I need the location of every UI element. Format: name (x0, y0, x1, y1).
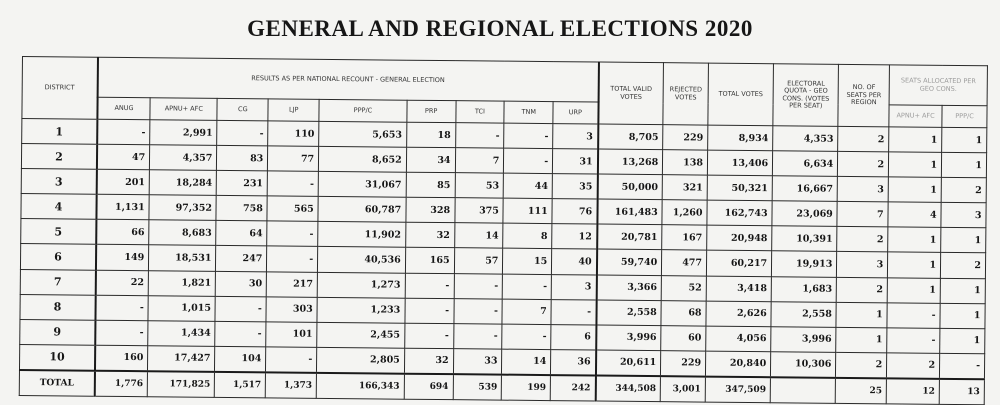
apnu-seats-cell: 1 (889, 152, 942, 178)
total-votes-cell: 4,056 (706, 326, 771, 352)
district-cell: 4 (21, 194, 97, 220)
total-valid-cell: 3,366 (596, 275, 661, 301)
total-party-votes: 1,776 (95, 370, 148, 397)
seats-header: NO. OF SEATS PER REGION (838, 64, 889, 126)
total-votes-cell: 8,934 (708, 125, 773, 151)
party-votes-cell: - (455, 123, 504, 149)
total-party-votes: 199 (502, 374, 551, 400)
quota-header: ELECTORAL QUOTA - GEO CONS. (VOTES PER SEAT) (773, 64, 839, 127)
ppp-seats-cell: 1 (941, 152, 986, 178)
party-votes-cell: 35 (552, 174, 597, 200)
quota-cell: 10,306 (771, 352, 836, 378)
party-votes-cell: 83 (217, 145, 268, 171)
party-votes-cell: 165 (405, 248, 454, 274)
apnu-seats-cell: 1 (887, 277, 940, 303)
quota-cell: 4,353 (773, 126, 838, 152)
district-cell: 6 (20, 244, 96, 270)
ppp-seats-cell: 1 (940, 303, 985, 329)
party-votes-cell: 31,067 (318, 172, 406, 198)
total-rejected-votes: 3,001 (660, 376, 705, 402)
party-votes-cell: - (267, 246, 318, 272)
party-votes-cell: 303 (266, 297, 317, 323)
party-votes-cell: 8 (503, 224, 552, 250)
apnu-seats-cell: 1 (889, 127, 942, 153)
quota-cell: 2,558 (771, 301, 836, 327)
party-votes-cell: - (217, 120, 268, 146)
total-valid-cell: 2,558 (596, 300, 661, 326)
party-votes-cell: - (453, 323, 502, 349)
party-votes-cell: 36 (551, 349, 596, 375)
quota-cell: 23,069 (772, 201, 837, 227)
party-votes-cell: 201 (96, 169, 149, 195)
party-votes-cell: 4,357 (150, 145, 217, 171)
seats-cell: 1 (836, 302, 887, 328)
party-votes-cell: 565 (267, 196, 318, 222)
party-votes-cell: 34 (406, 147, 455, 173)
party-votes-cell: 247 (216, 246, 267, 272)
total-quota (770, 377, 835, 404)
party-votes-cell: - (504, 123, 553, 149)
seats-cell: 1 (836, 327, 887, 353)
party-votes-cell: 5,653 (319, 121, 407, 147)
party-votes-cell: 11,902 (318, 222, 406, 248)
rejected-cell: 1,260 (662, 200, 707, 226)
party-votes-cell: - (504, 148, 553, 174)
party-header: TCI (455, 101, 504, 123)
party-votes-cell: - (405, 273, 454, 299)
apnu-seats-cell: 1 (888, 252, 941, 278)
total-party-votes: 1,517 (215, 371, 266, 397)
total-votes-header: TOTAL VOTES (708, 63, 774, 126)
total-votes-cell: 20,840 (705, 351, 770, 377)
party-votes-cell: - (266, 347, 317, 373)
party-votes-cell: 1,131 (96, 195, 149, 221)
district-cell: 1 (22, 119, 98, 145)
apnu-seats-cell: 4 (888, 202, 941, 228)
party-header: ANUG (97, 97, 150, 120)
party-votes-cell: 14 (502, 349, 551, 375)
total-party-votes: 171,825 (147, 371, 214, 398)
party-votes-cell: 160 (95, 345, 148, 371)
total-valid-cell: 161,483 (597, 199, 662, 225)
quota-cell: 1,683 (771, 276, 836, 302)
seats-cell: 2 (836, 277, 887, 303)
party-votes-cell: 97,352 (149, 195, 216, 221)
party-votes-cell: 2,991 (150, 120, 217, 146)
party-votes-cell: 758 (216, 196, 267, 222)
party-votes-cell: - (405, 298, 454, 324)
total-valid-cell: 3,996 (596, 325, 661, 351)
rejected-cell: 321 (662, 175, 707, 201)
party-votes-cell: 328 (406, 197, 455, 223)
apnu-seats-cell: - (887, 302, 940, 328)
party-votes-cell: - (404, 323, 453, 349)
party-votes-cell: 31 (553, 149, 598, 175)
party-header: LJP (268, 99, 319, 121)
party-votes-cell: 1,273 (317, 272, 405, 298)
district-rows (19, 119, 986, 379)
seats-cell: 2 (836, 352, 887, 378)
party-header: URP (553, 102, 598, 124)
total-party-votes: 539 (453, 374, 502, 400)
party-votes-cell: 149 (96, 245, 149, 271)
total-valid-header: TOTAL VALID VOTES (598, 62, 664, 125)
party-votes-cell: 60,787 (318, 197, 406, 223)
seats-cell: 7 (837, 202, 888, 228)
party-votes-cell: - (267, 171, 318, 197)
rejected-cell: 60 (661, 325, 706, 351)
party-votes-cell: 375 (454, 198, 503, 224)
party-votes-cell: 18,284 (149, 170, 216, 196)
party-votes-cell: 1,434 (148, 320, 215, 346)
rejected-cell: 68 (661, 300, 706, 326)
quota-cell: 19,913 (772, 251, 837, 277)
ppp-seats-cell: 3 (941, 203, 986, 229)
party-votes-cell: 6 (551, 324, 596, 350)
party-votes-cell: 30 (216, 271, 267, 297)
party-header: TNM (504, 101, 553, 123)
quota-cell: 10,391 (772, 226, 837, 252)
party-votes-cell: 47 (97, 144, 150, 170)
party-votes-cell: 66 (96, 220, 149, 246)
total-valid-cell: 20,611 (596, 350, 661, 376)
seats-cell: 2 (838, 151, 889, 177)
total-votes-cell: 162,743 (707, 200, 772, 226)
total-valid-cell: 20,781 (597, 224, 662, 250)
rejected-cell: 229 (663, 125, 708, 151)
party-votes-cell: 110 (268, 121, 319, 147)
alloc-header: SEATS ALLOCATED PER GEO CONS. (889, 65, 987, 106)
total-votes: 347,509 (705, 376, 770, 403)
ppp-seats-cell: - (940, 353, 985, 379)
party-votes-cell: - (502, 324, 551, 350)
total-votes-cell: 50,321 (707, 175, 772, 201)
party-votes-cell: 22 (96, 270, 149, 296)
total-votes-cell: 13,406 (707, 150, 772, 176)
ppp-seats-cell: 1 (941, 228, 986, 254)
party-votes-cell: 53 (455, 173, 504, 199)
district-cell: 7 (20, 269, 96, 295)
district-cell: 3 (21, 169, 97, 195)
total-valid-cell: 13,268 (597, 149, 662, 175)
apnu-seats-cell: - (887, 328, 940, 354)
party-votes-cell: 217 (266, 271, 317, 297)
party-votes-cell: - (503, 274, 552, 300)
district-cell: 2 (21, 144, 97, 170)
ppp-seats-cell: 2 (941, 253, 986, 279)
party-header: PPP/C (319, 99, 407, 122)
party-votes-cell: 32 (405, 223, 454, 249)
party-votes-cell: - (454, 298, 503, 324)
party-votes-cell: 104 (215, 346, 266, 372)
quota-cell: 6,634 (773, 151, 838, 177)
district-cell: 5 (21, 219, 97, 245)
total-apnu-seats: 12 (886, 378, 939, 405)
party-votes-cell: - (215, 296, 266, 322)
total-votes-cell: 60,217 (706, 251, 771, 277)
party-votes-cell: 231 (217, 171, 268, 197)
party-votes-cell: 14 (454, 223, 503, 249)
party-votes-cell: - (215, 321, 266, 347)
alloc-ppp-header: PPP/C (942, 105, 987, 127)
rejected-cell: 167 (662, 225, 707, 251)
recount-header: RESULTS AS PER NATIONAL RECOUNT - GENERAL ELECTION (97, 57, 598, 102)
party-votes-cell: 2,805 (317, 347, 405, 373)
party-votes-cell: - (454, 273, 503, 299)
party-votes-cell: 7 (502, 299, 551, 325)
total-votes-cell: 3,418 (706, 276, 771, 302)
quota-cell: 16,667 (772, 176, 837, 202)
district-cell: 9 (20, 319, 96, 345)
party-votes-cell: 85 (406, 172, 455, 198)
election-results-table (19, 56, 988, 405)
total-seats: 25 (836, 377, 887, 403)
rejected-cell: 138 (663, 150, 708, 176)
party-votes-cell: 33 (453, 348, 502, 374)
ppp-seats-cell: 1 (942, 127, 987, 153)
rejected-cell: 229 (661, 350, 706, 376)
district-cell: 10 (19, 344, 95, 370)
party-votes-cell: 3 (551, 274, 596, 300)
party-votes-cell: 7 (455, 148, 504, 174)
party-votes-cell: 2,455 (317, 322, 405, 348)
party-votes-cell: 111 (503, 198, 552, 224)
total-party-votes: 242 (550, 375, 595, 401)
seats-cell: 3 (837, 252, 888, 278)
rejected-header: REJECTED VOTES (663, 63, 708, 125)
party-votes-cell: 64 (216, 221, 267, 247)
party-votes-cell: 77 (268, 146, 319, 172)
party-votes-cell: 101 (266, 322, 317, 348)
quota-cell: 3,996 (771, 326, 836, 352)
party-votes-cell: - (551, 299, 596, 325)
total-votes-cell: 2,626 (706, 301, 771, 327)
party-votes-cell: 44 (504, 173, 553, 199)
rejected-cell: 52 (661, 275, 706, 301)
party-votes-cell: 1,821 (148, 270, 215, 296)
party-votes-cell: - (95, 295, 148, 321)
party-votes-cell: - (267, 221, 318, 247)
total-ppp-seats: 13 (939, 378, 984, 404)
total-label: TOTAL (19, 369, 95, 396)
total-party-votes: 694 (404, 373, 453, 399)
apnu-seats-cell: 1 (888, 177, 941, 203)
party-votes-cell: 3 (553, 124, 598, 150)
apnu-seats-cell: 2 (887, 353, 940, 379)
total-party-votes: 1,373 (266, 372, 317, 398)
ppp-seats-cell: 2 (941, 178, 986, 204)
total-valid-cell: 50,000 (597, 174, 662, 200)
party-votes-cell: 40,536 (318, 247, 406, 273)
total-valid-cell: 8,705 (598, 124, 663, 150)
party-votes-cell: 40 (552, 249, 597, 275)
total-party-votes: 166,343 (316, 372, 404, 399)
district-cell: 8 (20, 294, 96, 320)
party-votes-cell: 1,015 (148, 295, 215, 321)
party-header: PRP (407, 100, 456, 122)
party-header: APNU+ AFC (150, 98, 217, 121)
party-votes-cell: 57 (454, 248, 503, 274)
party-votes-cell: 18 (406, 122, 455, 148)
party-votes-cell: 17,427 (148, 346, 215, 372)
rejected-cell: 477 (662, 250, 707, 276)
seats-cell: 3 (837, 177, 888, 203)
total-valid-votes: 344,508 (595, 375, 660, 402)
party-votes-cell: 15 (503, 249, 552, 275)
party-votes-cell: 18,531 (149, 245, 216, 271)
ppp-seats-cell: 1 (940, 328, 985, 354)
district-header: DISTRICT (22, 57, 98, 120)
page-title: GENERAL AND REGIONAL ELECTIONS 2020 (247, 16, 753, 41)
party-votes-cell: 1,233 (317, 297, 405, 323)
party-votes-cell: 8,683 (149, 220, 216, 246)
party-votes-cell: 76 (552, 199, 597, 225)
party-votes-cell: - (95, 320, 148, 346)
party-votes-cell: 8,652 (319, 146, 407, 172)
total-valid-cell: 59,740 (597, 249, 662, 275)
seats-cell: 2 (837, 227, 888, 253)
party-votes-cell: 12 (552, 224, 597, 250)
party-votes-cell: - (97, 119, 150, 145)
ppp-seats-cell: 1 (940, 278, 985, 304)
apnu-seats-cell: 1 (888, 227, 941, 253)
seats-cell: 2 (838, 126, 889, 152)
party-votes-cell: 32 (404, 348, 453, 374)
alloc-apnu-header: APNU+ AFC (889, 105, 942, 128)
total-votes-cell: 20,948 (707, 225, 772, 251)
party-header: CG (217, 98, 268, 120)
